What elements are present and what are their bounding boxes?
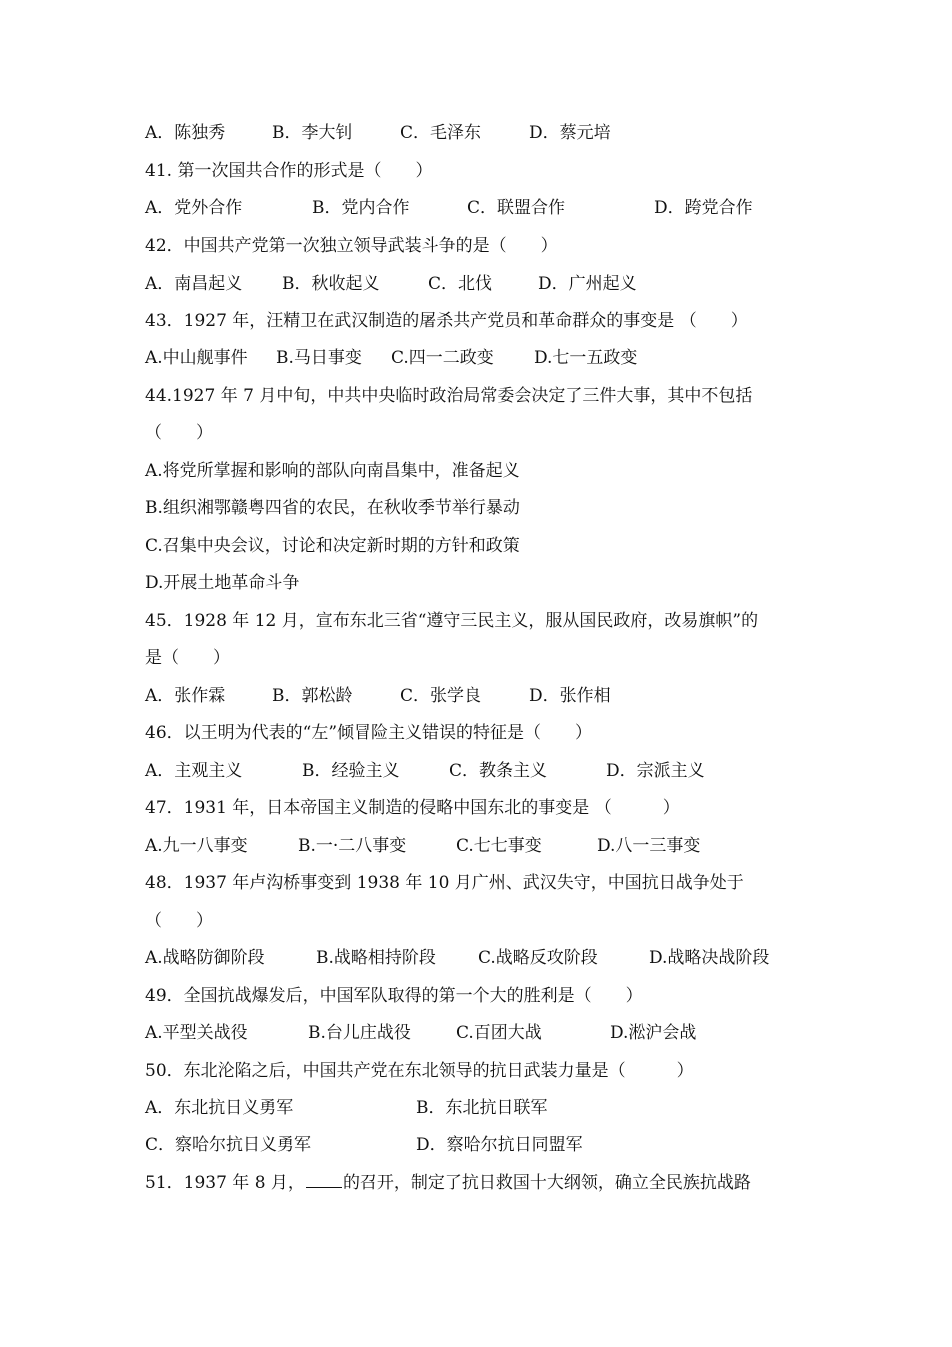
q43-option-b: B.马日事变 [276, 348, 362, 368]
q48-option-d: D.战略决战阶段 [649, 948, 770, 968]
q45-stem-line-1: 45．1928 年 12 月，宣布东北三省“遵守三民主义，服从国民政府，改易旗帜”的 [145, 611, 759, 631]
q41-stem: 41. 第一次国共合作的形式是（ ） [145, 161, 433, 181]
q48-stem-line-2: （ ） [145, 911, 213, 931]
q43-option-a: A.中山舰事件 [145, 348, 248, 368]
q45-options [145, 681, 611, 711]
q49-option-c: C.百团大战 [456, 1023, 542, 1043]
q44-stem-line-2: （ ） [145, 423, 213, 443]
q49-option-b: B.台儿庄战役 [308, 1023, 411, 1043]
q43-option-c: C.四一二政变 [391, 348, 494, 368]
q48-option-b: B.战略相持阶段 [316, 948, 436, 968]
q48-options [145, 943, 770, 973]
q46-options [145, 756, 705, 786]
q46-option-c: C．教条主义 [449, 761, 548, 781]
q51-stem-before-blank: 51．1937 年 8 月， [145, 1173, 305, 1193]
q45-option-c: C．张学良 [400, 686, 482, 706]
q44-option-b: B.组织湘鄂赣粤四省的农民，在秋收季节举行暴动 [145, 498, 520, 518]
q42-option-a: A．南昌起义 [145, 274, 243, 294]
q51-stem [145, 1168, 751, 1198]
q44-stem-line-1: 44.1927 年 7 月中旬，中共中央临时政治局常委会决定了三件大事，其中不包括 [145, 386, 753, 406]
q41-option-d: D．跨党合作 [654, 198, 753, 218]
q51-fill-blank [306, 1169, 342, 1188]
q40-options [145, 118, 611, 148]
q43-stem: 43．1927 年，汪精卫在武汉制造的屠杀共产党员和革命群众的事变是 （ ） [145, 311, 748, 331]
q41-option-c: C．联盟合作 [467, 198, 566, 218]
q50-option-d: D．察哈尔抗日同盟军 [416, 1135, 583, 1155]
q47-option-a: A.九一八事变 [145, 836, 248, 856]
q40-option-d: D．蔡元培 [529, 123, 611, 143]
q46-option-b: B．经验主义 [302, 761, 400, 781]
q49-stem: 49．全国抗战爆发后，中国军队取得的第一个大的胜利是（ ） [145, 986, 643, 1006]
q47-option-c: C.七七事变 [456, 836, 542, 856]
q40-option-b: B．李大钊 [272, 123, 353, 143]
q46-option-d: D．宗派主义 [606, 761, 705, 781]
q46-option-a: A．主观主义 [145, 761, 243, 781]
q50-option-c: C．察哈尔抗日义勇军 [145, 1135, 312, 1155]
q46-stem: 46．以王明为代表的“左”倾冒险主义错误的特征是（ ） [145, 723, 593, 743]
q49-options [145, 1018, 697, 1048]
q41-option-b: B．党内合作 [312, 198, 410, 218]
q45-stem-line-2: 是（ ） [145, 648, 230, 668]
q50-option-a: A．东北抗日义勇军 [145, 1098, 294, 1118]
q40-option-c: C．毛泽东 [400, 123, 482, 143]
q44-option-c: C.召集中央会议，讨论和决定新时期的方针和政策 [145, 536, 520, 556]
q42-option-c: C．北伐 [428, 274, 493, 294]
q45-option-a: A．张作霖 [145, 686, 226, 706]
q43-option-d: D.七一五政变 [534, 348, 638, 368]
q42-option-b: B．秋收起义 [282, 274, 380, 294]
q41-option-a: A．党外合作 [145, 198, 243, 218]
q48-option-a: A.战略防御阶段 [145, 948, 265, 968]
q42-option-d: D．广州起义 [538, 274, 637, 294]
q45-option-b: B．郭松龄 [272, 686, 353, 706]
q47-options [145, 831, 701, 861]
q47-option-b: B.一·二八事变 [298, 836, 407, 856]
q48-option-c: C.战略反攻阶段 [478, 948, 598, 968]
q50-stem: 50．东北沦陷之后，中国共产党在东北领导的抗日武装力量是（ ） [145, 1061, 694, 1081]
q44-option-d: D.开展土地革命斗争 [145, 573, 300, 593]
q48-stem-line-1: 48．1937 年卢沟桥事变到 1938 年 10 月广州、武汉失守，中国抗日战争处于 [145, 873, 744, 893]
q43-options [145, 343, 638, 373]
q44-option-a: A.将党所掌握和影响的部队向南昌集中，准备起义 [145, 461, 520, 481]
q49-option-d: D.淞沪会战 [610, 1023, 697, 1043]
q50-options-row-1 [145, 1093, 548, 1123]
q51-stem-after-blank: 的召开，制定了抗日救国十大纲领，确立全民族抗战路 [342, 1173, 751, 1193]
q47-stem: 47．1931 年，日本帝国主义制造的侵略中国东北的事变是 （ ） [145, 798, 680, 818]
q42-stem: 42．中国共产党第一次独立领导武装斗争的是（ ） [145, 236, 558, 256]
q40-option-a: A．陈独秀 [145, 123, 226, 143]
q49-option-a: A.平型关战役 [145, 1023, 248, 1043]
q50-options-row-2 [145, 1130, 583, 1160]
q47-option-d: D.八一三事变 [597, 836, 701, 856]
q41-options [145, 193, 753, 223]
q42-options [145, 269, 637, 299]
q45-option-d: D．张作相 [529, 686, 611, 706]
q50-option-b: B．东北抗日联军 [416, 1098, 548, 1118]
